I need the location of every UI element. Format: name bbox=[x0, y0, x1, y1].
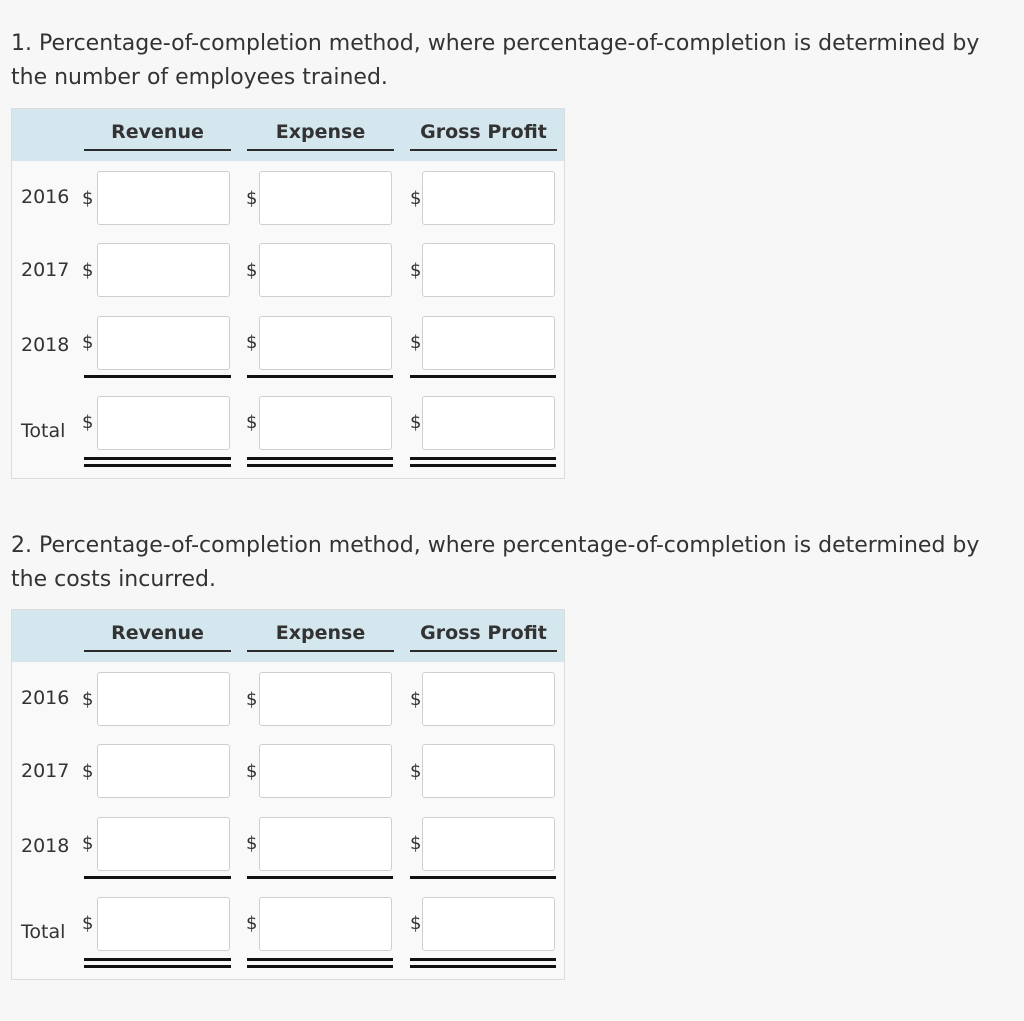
gross-profit-2016-input[interactable] bbox=[422, 672, 555, 726]
row-label-2018: 2018 bbox=[21, 835, 70, 857]
subtotal-rule bbox=[410, 375, 556, 378]
revenue-2016-input[interactable] bbox=[97, 171, 230, 225]
column-header-gross-profit: Gross Profit bbox=[410, 610, 557, 652]
column-header-gross-profit: Gross Profit bbox=[410, 109, 557, 151]
subtotal-rule bbox=[410, 876, 556, 879]
currency-symbol: $ bbox=[410, 833, 422, 854]
expense-2016-input[interactable] bbox=[259, 171, 392, 225]
total-double-rule bbox=[410, 457, 556, 460]
currency-symbol: $ bbox=[82, 689, 94, 710]
total-double-rule bbox=[247, 464, 393, 467]
row-label-2016: 2016 bbox=[21, 687, 70, 709]
currency-symbol: $ bbox=[410, 188, 422, 209]
total-double-rule bbox=[84, 464, 231, 467]
answer-table-2 bbox=[11, 609, 565, 980]
expense-total-input[interactable] bbox=[259, 897, 392, 951]
currency-symbol: $ bbox=[246, 188, 258, 209]
total-double-rule bbox=[84, 958, 231, 961]
currency-symbol: $ bbox=[246, 833, 258, 854]
subtotal-rule bbox=[84, 375, 231, 378]
question-2-text: 2. Percentage-of-completion method, where percentage-of-completion is determined by the costs incurred. bbox=[11, 533, 980, 592]
currency-symbol: $ bbox=[246, 689, 258, 710]
currency-symbol: $ bbox=[410, 761, 422, 782]
expense-2016-input[interactable] bbox=[259, 672, 392, 726]
currency-symbol: $ bbox=[82, 833, 94, 854]
currency-symbol: $ bbox=[82, 332, 94, 353]
answer-table-1 bbox=[11, 108, 565, 479]
expense-2017-input[interactable] bbox=[259, 744, 392, 798]
revenue-total-input[interactable] bbox=[97, 396, 230, 450]
revenue-total-input[interactable] bbox=[97, 897, 230, 951]
currency-symbol: $ bbox=[410, 913, 422, 934]
column-header-expense: Expense bbox=[247, 610, 394, 652]
currency-symbol: $ bbox=[246, 260, 258, 281]
total-double-rule bbox=[247, 965, 393, 968]
currency-symbol: $ bbox=[410, 332, 422, 353]
column-header-revenue: Revenue bbox=[84, 109, 231, 151]
expense-2017-input[interactable] bbox=[259, 243, 392, 297]
table-header bbox=[12, 610, 564, 662]
total-double-rule bbox=[247, 457, 393, 460]
row-label-2017: 2017 bbox=[21, 760, 70, 782]
currency-symbol: $ bbox=[82, 412, 94, 433]
currency-symbol: $ bbox=[410, 689, 422, 710]
currency-symbol: $ bbox=[410, 260, 422, 281]
revenue-2016-input[interactable] bbox=[97, 672, 230, 726]
subtotal-rule bbox=[84, 876, 231, 879]
row-label-total: Total bbox=[21, 420, 66, 442]
total-double-rule bbox=[84, 457, 231, 460]
currency-symbol: $ bbox=[410, 412, 422, 433]
revenue-2017-input[interactable] bbox=[97, 243, 230, 297]
gross-profit-2018-input[interactable] bbox=[422, 817, 555, 871]
total-double-rule bbox=[84, 965, 231, 968]
table-header bbox=[12, 109, 564, 161]
column-header-revenue: Revenue bbox=[84, 610, 231, 652]
column-header-expense: Expense bbox=[247, 109, 394, 151]
gross-profit-2018-input[interactable] bbox=[422, 316, 555, 370]
gross-profit-2016-input[interactable] bbox=[422, 171, 555, 225]
currency-symbol: $ bbox=[246, 913, 258, 934]
currency-symbol: $ bbox=[246, 761, 258, 782]
expense-2018-input[interactable] bbox=[259, 817, 392, 871]
gross-profit-total-input[interactable] bbox=[422, 396, 555, 450]
row-label-2016: 2016 bbox=[21, 186, 70, 208]
revenue-2018-input[interactable] bbox=[97, 817, 230, 871]
subtotal-rule bbox=[247, 375, 393, 378]
gross-profit-2017-input[interactable] bbox=[422, 243, 555, 297]
currency-symbol: $ bbox=[82, 260, 94, 281]
row-label-total: Total bbox=[21, 921, 66, 943]
gross-profit-2017-input[interactable] bbox=[422, 744, 555, 798]
row-label-2017: 2017 bbox=[21, 259, 70, 281]
row-label-2018: 2018 bbox=[21, 334, 70, 356]
total-double-rule bbox=[247, 958, 393, 961]
currency-symbol: $ bbox=[246, 412, 258, 433]
revenue-2018-input[interactable] bbox=[97, 316, 230, 370]
gross-profit-total-input[interactable] bbox=[422, 897, 555, 951]
total-double-rule bbox=[410, 464, 556, 467]
currency-symbol: $ bbox=[82, 913, 94, 934]
total-double-rule bbox=[410, 965, 556, 968]
revenue-2017-input[interactable] bbox=[97, 744, 230, 798]
expense-2018-input[interactable] bbox=[259, 316, 392, 370]
subtotal-rule bbox=[247, 876, 393, 879]
currency-symbol: $ bbox=[82, 761, 94, 782]
expense-total-input[interactable] bbox=[259, 396, 392, 450]
question-1-text: 1. Percentage-of-completion method, where percentage-of-completion is determined by the number of employees trained. bbox=[11, 31, 980, 90]
currency-symbol: $ bbox=[246, 332, 258, 353]
currency-symbol: $ bbox=[82, 188, 94, 209]
total-double-rule bbox=[410, 958, 556, 961]
